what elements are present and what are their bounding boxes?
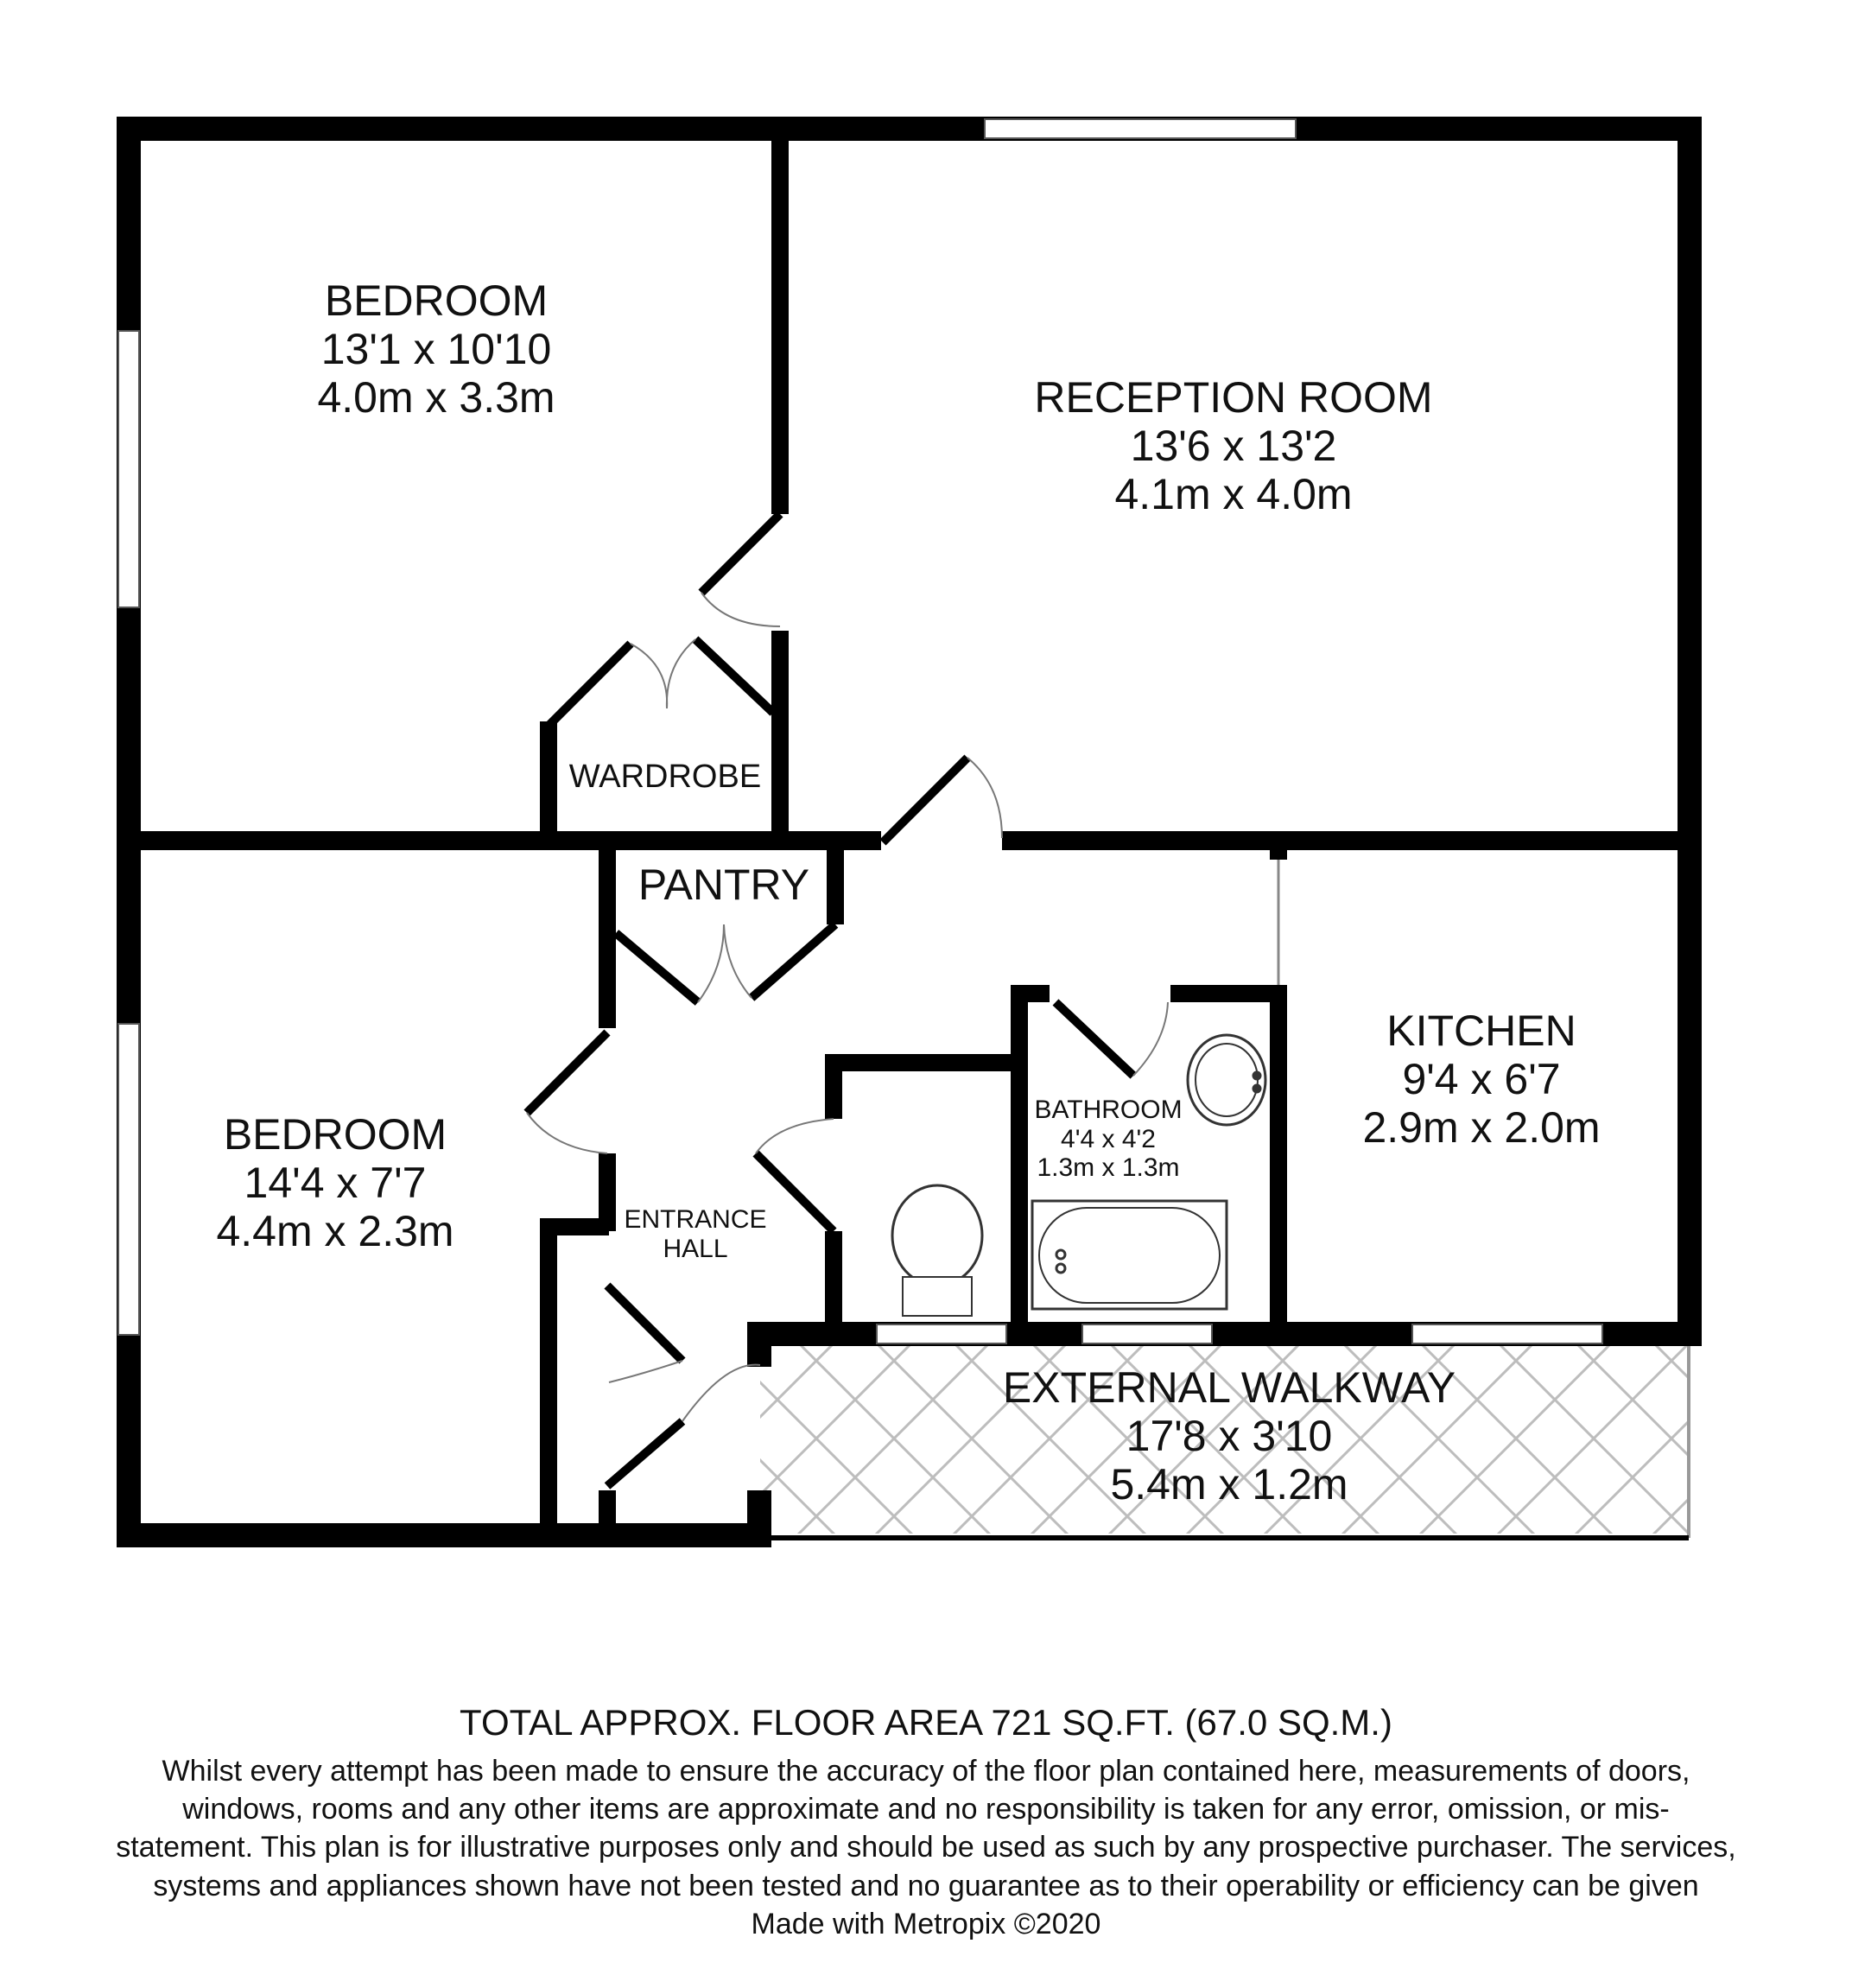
wall-wc-left-lower	[825, 1231, 842, 1335]
window-wc	[877, 1324, 1006, 1343]
door-reception-arc	[967, 758, 1002, 838]
room-dims-metric: 2.9m x 2.0m	[1362, 1103, 1601, 1152]
room-label-bathroom	[1034, 1096, 1182, 1183]
room-dims-metric: 4.1m x 4.0m	[1114, 470, 1353, 518]
room-dims-imperial: 13'1 x 10'10	[320, 325, 552, 373]
room-label-kitchen	[1362, 1007, 1600, 1152]
room-name: EXTERNAL WALKWAY	[1002, 1363, 1456, 1412]
wall-mid-right	[1002, 831, 1702, 850]
door-bedroom2-arc	[527, 1113, 607, 1153]
toilet-cistern	[903, 1277, 972, 1316]
window-bath	[1082, 1324, 1212, 1343]
door-wardrobe-right	[695, 639, 773, 713]
door-bedroom2	[527, 1032, 607, 1113]
door-pantry-right	[752, 924, 835, 998]
door-wc-arc	[756, 1119, 834, 1153]
door-bedroom1	[701, 514, 780, 593]
door-pantry-right-arc	[724, 924, 752, 998]
wall-bath-left	[1011, 985, 1028, 1331]
wall-walkway-left-post	[747, 1322, 771, 1367]
wall-right	[1678, 117, 1702, 1343]
wall-hall-closet-bottom	[599, 1490, 616, 1542]
door-hall-closet-arc	[682, 1365, 760, 1421]
room-dims-imperial: 9'4 x 6'7	[1402, 1055, 1561, 1103]
wall-bath-top-left	[1011, 985, 1050, 1002]
room-name: WARDROBE	[568, 759, 762, 795]
wall-bed1-reception-lower	[771, 631, 789, 838]
room-name: RECEPTION ROOM	[1034, 373, 1433, 422]
room-dims-metric: 5.4m x 1.2m	[1110, 1460, 1348, 1508]
sink-basin	[1196, 1044, 1258, 1116]
room-dims-imperial: 17'8 x 3'10	[1126, 1412, 1333, 1460]
door-bathroom	[1056, 1002, 1133, 1076]
wall-wc-top	[825, 1054, 1015, 1071]
total-floor-area: TOTAL APPROX. FLOOR AREA 721 SQ.FT. (67.0 SQ.M.)	[460, 1702, 1392, 1743]
room-name: PANTRY	[637, 861, 810, 909]
room-label-bedroom1	[317, 276, 555, 422]
room-dims-metric: 4.0m x 3.3m	[317, 373, 555, 422]
window-bedroom2	[118, 1024, 139, 1335]
wall-bed1-reception-upper	[771, 138, 789, 514]
room-dims-imperial: 14'4 x 7'7	[244, 1159, 427, 1207]
door-wc	[756, 1153, 834, 1231]
door-wardrobe-right-arc	[667, 639, 695, 708]
wall-bottom-left	[117, 1523, 769, 1547]
wall-kitchen-stub	[1270, 842, 1287, 860]
door-hall-closet	[607, 1421, 682, 1486]
door-bathroom-arc	[1133, 1002, 1168, 1076]
room-dims-imperial: 13'6 x 13'2	[1130, 422, 1337, 470]
room-name: BATHROOM	[1034, 1096, 1183, 1124]
wall-wardrobe-left	[540, 721, 557, 842]
wall-wc-left-upper	[825, 1054, 842, 1119]
door-wardrobe-left-arc	[631, 644, 667, 708]
room-dims-metric: 4.4m x 2.3m	[216, 1207, 454, 1255]
wall-bath-top-right	[1170, 985, 1287, 1002]
made-with-credit: Made with Metropix ©2020	[751, 1907, 1101, 1940]
wall-bed2-stub	[540, 1218, 609, 1235]
room-label-wardrobe	[569, 759, 761, 796]
wall-mid-left	[117, 831, 881, 850]
room-name-line1: ENTRANCE	[624, 1205, 767, 1234]
toilet-icon	[892, 1185, 982, 1286]
room-label-reception	[1034, 373, 1432, 518]
wall-pantry-left	[599, 842, 616, 1028]
door-pantry-left-arc	[698, 924, 724, 1002]
room-label-entrance-hall	[624, 1205, 766, 1263]
room-label-external-walkway	[1003, 1363, 1456, 1508]
room-name-line2: HALL	[663, 1234, 728, 1263]
room-dims-imperial: 4'4 x 4'2	[1061, 1124, 1156, 1153]
room-name: BEDROOM	[223, 1110, 447, 1159]
door-bedroom1-arc	[701, 593, 780, 626]
wall-top	[117, 117, 1702, 141]
window-reception	[985, 119, 1296, 138]
wall-pantry-right	[827, 842, 844, 924]
window-kitchen	[1412, 1324, 1602, 1343]
room-name: KITCHEN	[1386, 1007, 1576, 1055]
door-reception	[883, 758, 967, 842]
door-front-arc	[609, 1361, 682, 1382]
footer	[0, 1702, 1852, 1943]
room-label-bedroom2	[216, 1110, 453, 1255]
room-label-pantry	[638, 861, 809, 909]
window-bedroom1	[118, 331, 139, 607]
door-pantry-left	[616, 933, 698, 1002]
disclaimer-text: Whilst every attempt has been made to ensure the accuracy of the floor plan contained here, measurements of doors, windows, rooms and any other items are approximate and no responsibility is taken for any error, omission, or mis-statement. This plan is for illustrative purposes only and should be used as such by any prospective purchaser. The services, systems and appliances shown have not been tested and no guarantee as to their operability or efficiency can be given	[116, 1755, 1736, 1902]
room-name: BEDROOM	[324, 276, 549, 325]
wall-bed2-right	[540, 1218, 557, 1538]
door-wardrobe-left	[549, 644, 631, 726]
wall-walkway-left-post-low	[747, 1490, 771, 1547]
door-front	[607, 1286, 682, 1361]
room-dims-metric: 1.3m x 1.3m	[1037, 1153, 1180, 1183]
wall-kitchen-left	[1270, 985, 1287, 1331]
